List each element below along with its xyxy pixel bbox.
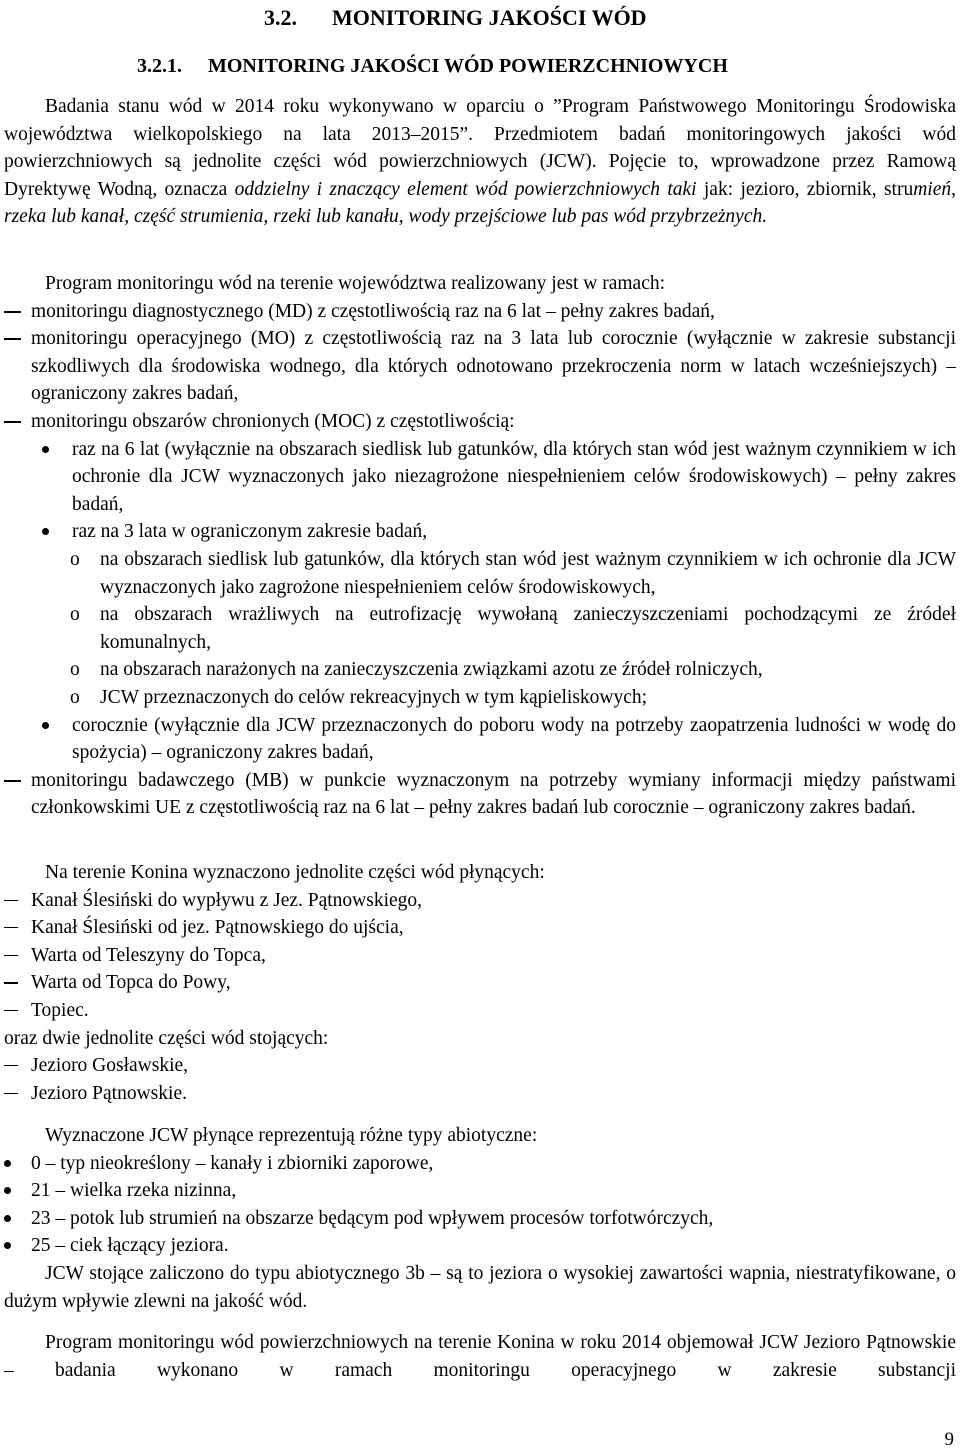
type-item-2-text: 21 – wielka rzeka nizinna, bbox=[31, 1180, 237, 1202]
standing-item-1-text: Jezioro Gosławskie, bbox=[31, 1055, 189, 1077]
type-item-2 bbox=[4, 1177, 956, 1205]
dash-marker bbox=[4, 338, 21, 340]
bullet-marker bbox=[42, 528, 49, 535]
dash-marker bbox=[4, 955, 18, 956]
standing-item-2-text: Jezioro Pątnowskie. bbox=[31, 1082, 187, 1104]
bullet-marker bbox=[4, 1160, 11, 1167]
intro-text-a: Badania stanu wód w 2014 roku wykonywano w oparciu o ”Program Państwowego Monitoringu Środowiska województwa wielkopolskiego na lata 2013–2015”. Przedmiotem badań monitoringowych jakości wód powierzchniowych są jednolite części wód powierzchniowych (JCW). Pojęcie to, wprowadzone przez Ramową Dyrektywę Wodną, oznacza bbox=[4, 96, 956, 200]
bullet-marker bbox=[42, 446, 49, 453]
sub-item-4-text: JCW przeznaczonych do celów rekreacyjnych w tym kąpieliskowych; bbox=[100, 686, 648, 708]
intro-text-italic-2: mień, rzeka lub kanał, część strumienia, rzeki lub kanału, wody przejściowe lub pas wód przybrzeżnych. bbox=[4, 178, 956, 228]
bullet-marker bbox=[42, 722, 49, 729]
sub-item-2-text: na obszarach wrażliwych na eutrofizację wywołaną zanieczyszczeniami pochodzącymi ze źródeł komunalnych, bbox=[100, 604, 956, 653]
konin-2014-paragraph bbox=[4, 1329, 956, 1384]
list-item-moc-text: monitoringu obszarów chronionych (MOC) z częstotliwością: bbox=[31, 410, 515, 432]
dash-marker bbox=[4, 1093, 18, 1094]
flowing-item-5 bbox=[4, 997, 956, 1025]
sub-item-3-text: na obszarach narażonych na zanieczyszczenia związkami azotu ze źródeł rolniczych, bbox=[100, 659, 763, 681]
flowing-item-4 bbox=[4, 969, 956, 997]
flowing-item-4-text: Warta od Topca do Powy, bbox=[31, 972, 231, 994]
dash-marker bbox=[4, 780, 21, 782]
intro-paragraph bbox=[4, 93, 956, 231]
section-title: MONITORING JAKOŚCI WÓD bbox=[332, 5, 647, 30]
type-item-4 bbox=[4, 1232, 956, 1260]
standing-item-1 bbox=[4, 1052, 956, 1080]
list-item-mo bbox=[4, 325, 956, 408]
flowing-item-3-text: Warta od Teleszyny do Topca, bbox=[31, 944, 266, 966]
monitoring-programme-section bbox=[4, 270, 956, 822]
moc-bullet-2-text: raz na 3 lata w ograniczonym zakresie badań, bbox=[72, 521, 428, 543]
flowing-item-1 bbox=[4, 887, 956, 915]
circle-marker: o bbox=[70, 686, 80, 708]
moc-bullet-2 bbox=[4, 518, 956, 546]
intro-text-c: jak: jezioro, zbiornik, stru bbox=[696, 178, 914, 200]
list-item-md-text: monitoringu diagnostycznego (MD) z częstotliwością raz na 6 lat – pełny zakres badań, bbox=[31, 300, 715, 322]
sub-item-3 bbox=[4, 656, 956, 684]
konin-intro: Na terenie Konina wyznaczono jednolite części wód płynących: bbox=[45, 862, 545, 883]
section-heading-3-2 bbox=[264, 4, 647, 32]
moc-bullet-1 bbox=[4, 436, 956, 519]
programme-intro: Program monitoringu wód na terenie województwa realizowany jest w ramach: bbox=[45, 273, 666, 294]
sub-item-1-text: na obszarach siedlisk lub gatunków, dla których stan wód jest ważnym czynnikiem w ich ochronie dla JCW wyznaczonych jako zagrożone niespełnieniem celów środowiskowych, bbox=[100, 548, 956, 598]
type-item-1 bbox=[4, 1150, 956, 1178]
sub-item-1 bbox=[4, 546, 956, 601]
dash-marker bbox=[4, 421, 21, 423]
dash-marker bbox=[4, 982, 18, 983]
subsection-number: 3.2.1. bbox=[137, 55, 182, 77]
list-item-mb bbox=[4, 767, 956, 822]
list-item-mb-text: monitoringu badawczego (MB) w punkcie wyznaczonym na potrzeby wymiany informacji między państwami członkowskimi UE z częstotliwością raz na 6 lat – pełny zakres badań lub corocznie – ograniczony zakres badań. bbox=[31, 769, 956, 819]
types-intro: Wyznaczone JCW płynące reprezentują różne typy abiotyczne: bbox=[45, 1125, 538, 1146]
moc-bullet-3 bbox=[4, 712, 956, 767]
flowing-item-5-text: Topiec. bbox=[31, 999, 89, 1021]
list-item-moc bbox=[4, 408, 956, 436]
flowing-item-3 bbox=[4, 942, 956, 970]
bullet-marker bbox=[4, 1187, 11, 1194]
flowing-item-1-text: Kanał Ślesiński do wypływu z Jez. Pątnowskiego, bbox=[31, 889, 423, 911]
type-item-4-text: 25 – ciek łączący jeziora. bbox=[31, 1235, 229, 1257]
subsection-title: MONITORING JAKOŚCI WÓD POWIERZCHNIOWYCH bbox=[208, 55, 728, 77]
dash-marker bbox=[4, 1065, 18, 1066]
moc-bullet-3-text: corocznie (wyłącznie dla JCW przeznaczonych do poboru wody na potrzeby zaopatrzenia ludności w wodę do spożycia) – ograniczony zakres badań, bbox=[72, 714, 956, 764]
dash-marker bbox=[4, 927, 18, 928]
standing-item-2 bbox=[4, 1080, 956, 1108]
section-number: 3.2. bbox=[264, 5, 297, 30]
konin-2014-text: Program monitoringu wód powierzchniowych na terenie Konina w roku 2014 objemował JCW Jezioro Pątnowskie – badania wykonano w ramach monitoringu operacyjnego w zakresie substancji bbox=[4, 1332, 956, 1381]
type-item-1-text: 0 – typ nieokreślony – kanały i zbiorniki zaporowe, bbox=[31, 1152, 434, 1174]
sub-item-2 bbox=[4, 601, 956, 656]
standing-types-text: JCW stojące zaliczono do typu abiotycznego 3b – są to jeziora o wysokiej zawartości wapnia, niestratyfikowane, o dużym wpływie zlewni na jakość wód. bbox=[4, 1262, 956, 1312]
flowing-item-2-text: Kanał Ślesiński od jez. Pątnowskiego do ujścia, bbox=[31, 917, 404, 939]
flowing-item-2 bbox=[4, 914, 956, 942]
abiotic-types-section bbox=[4, 1122, 956, 1315]
standing-intro: oraz dwie jednolite części wód stojących: bbox=[4, 1027, 329, 1049]
dash-marker bbox=[4, 1010, 18, 1011]
bullet-marker bbox=[4, 1215, 11, 1222]
page-number: 9 bbox=[944, 1429, 954, 1450]
dash-marker bbox=[4, 900, 18, 901]
sub-item-4 bbox=[4, 684, 956, 712]
moc-bullet-1-text: raz na 6 lat (wyłącznie na obszarach siedlisk lub gatunków, dla których stan wód jest ważnym czynnikiem w ich ochronie dla JCW wyznaczonych jako niezagrożone niespełnieniem celów środowiskowych) – pełny zakres badań, bbox=[72, 438, 956, 515]
subsection-heading-3-2-1 bbox=[137, 53, 728, 79]
dash-marker bbox=[4, 311, 21, 313]
type-item-3 bbox=[4, 1205, 956, 1233]
intro-text-italic-1: oddzielny i znaczący element wód powierzchniowych taki bbox=[234, 178, 697, 200]
list-item-md bbox=[4, 298, 956, 326]
bullet-marker bbox=[4, 1242, 11, 1249]
circle-marker: o bbox=[70, 548, 80, 570]
list-item-mo-text: monitoringu operacyjnego (MO) z częstotliwością raz na 3 lata lub corocznie (wyłącznie w zakresie substancji szkodliwych dla środowiska wodnego, dla których odnotowano przekroczenia norm w latach wcześniejszych) – ograniczony zakres badań, bbox=[31, 328, 956, 405]
type-item-3-text: 23 – potok lub strumień na obszarze będącym pod wpływem procesów torfotwórczych, bbox=[31, 1207, 714, 1229]
konin-jcw-section bbox=[4, 859, 956, 1107]
circle-marker: o bbox=[70, 659, 80, 681]
circle-marker: o bbox=[70, 604, 80, 626]
